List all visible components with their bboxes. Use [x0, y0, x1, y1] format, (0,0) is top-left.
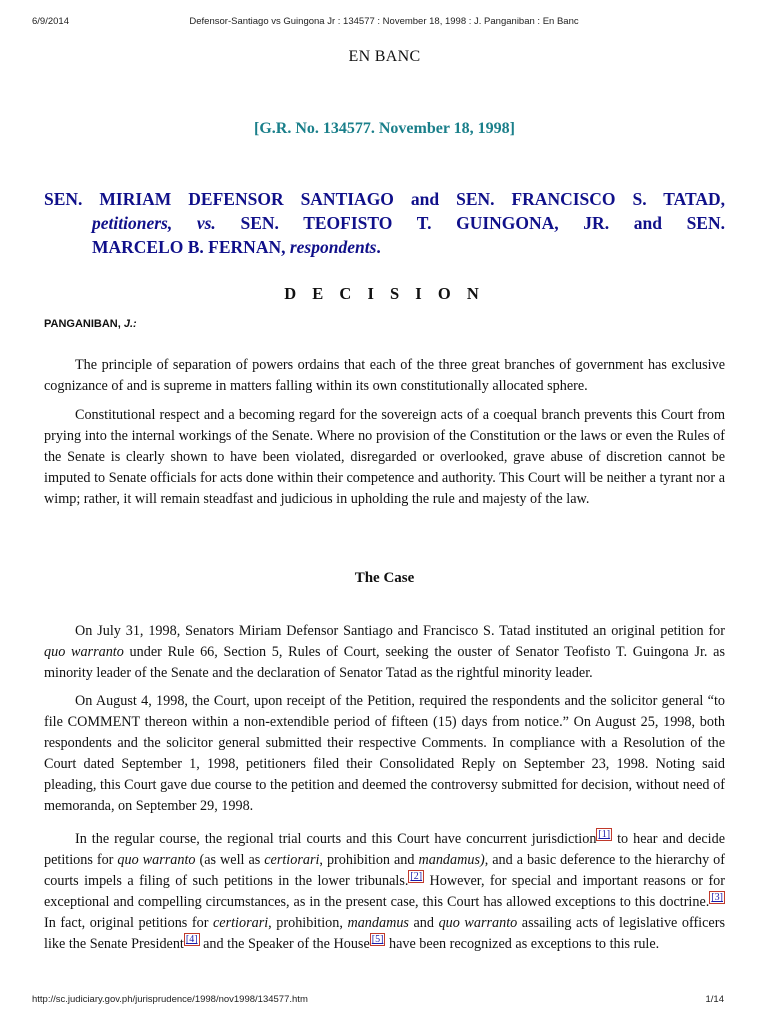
caption-line-2 [44, 211, 725, 235]
case-caption [44, 187, 725, 259]
print-url: http://sc.judiciary.gov.ph/jurisprudence/1998/nov1998/134577.htm [32, 994, 308, 1005]
caption-respondent-names: SEN. TEOFISTO T. GUINGONA, JR. and SEN. [215, 213, 725, 233]
paragraph-petition-filed: On July 31, 1998, Senators Miriam Defensor Santiago and Francisco S. Tatad instituted an original petition for quo warranto under Rule 66, Section 5, Rules of Court, seeking the ouster of Senator Teofisto T. Guingona Jr. as minority leader of the Senate and the declaration of Senator Tatad as the rightful minority leader. [44, 623, 725, 681]
print-page-title: Defensor-Santiago vs Guingona Jr : 134577 : November 18, 1998 : J. Panganiban : En Banc [189, 16, 579, 27]
caption-respondents-label: respondents [289, 237, 377, 257]
footnote-link-3[interactable]: [3] [711, 892, 723, 904]
paragraph-procedural-history: On August 4, 1998, the Court, upon receipt of the Petition, required the respondents and the solicitor general “to file COMMENT thereon within a non-extendible period of fifteen (15) days from notice.” On August 25, 1998, both respondents and the solicitor general submitted their respective Comments. In compliance with a Resolution of the Court dated September 1, 1998, petitioners filed their Consolidated Reply on September 23, 1998. Noting said pleading, this Court gave due course to the petition and deemed the controversy submitted for decision, without need of memoranda, on September 29, 1998. [44, 693, 725, 814]
caption-respondent-fernan: MARCELO B. FERNAN, [92, 237, 290, 257]
print-footer [0, 994, 768, 1008]
print-header [0, 16, 768, 30]
print-page-number: 1/14 [705, 994, 724, 1005]
paragraph-constitutional-respect: Constitutional respect and a becoming regard for the sovereign acts of a coequal branch prevents this Court from prying into the internal workings of the Senate. Where no provision of the Constitution or the laws or even the Rules of the Senate is clearly shown to have been violated, disregarded or overlooked, grave abuse of discretion cannot be imputed to Senate officials for acts done within their competence and authority. This Court will be neither a tyrant nor a wimp; rather, it will remain steadfast and judicious in upholding the rule and majesty of the law. [44, 407, 725, 507]
caption-line-1: SEN. MIRIAM DEFENSOR SANTIAGO and SEN. FRANCISCO S. TATAD, [44, 189, 725, 209]
paragraph-jurisdiction: In the regular course, the regional trial courts and this Court have concurrent jurisdiction [1] to hear and decide petitions for quo warranto (as well as certiorari, prohibition and mandamus), and a basic deference to the hierarchy of courts impels a filing of such petitions in the lower tribunals. [2] However, for special and important reasons or for exceptional and compelling circumstances, as in the present case, this Court has allowed exceptions to this doctrine. [3] In fact, original petitions for certiorari, prohibition, mandamus and quo warranto assailing acts of legislative officers like the Senate President [4] and the Speaker of the House [5] have been recognized as exceptions to this rule. [44, 829, 725, 952]
caption-period: . [376, 237, 381, 257]
case-number: [G.R. No. 134577. November 18, 1998] [253, 120, 515, 137]
caption-petitioners-vs: petitioners, vs. [92, 213, 216, 233]
ponente [44, 318, 137, 330]
division-heading: EN BANC [348, 48, 421, 65]
caption-line-3 [44, 235, 725, 259]
footnote-link-5[interactable]: [5] [371, 934, 384, 946]
footnote-link-4[interactable]: [4] [185, 934, 198, 946]
paragraph-separation-of-powers: The principle of separation of powers ordains that each of the three great branches of government has exclusive cognizance of and is supreme in matters falling within its own constitutionally allocated sphere. [44, 357, 725, 394]
decision-heading: D E C I S I O N [284, 284, 485, 303]
print-date: 6/9/2014 [32, 16, 69, 27]
ponente-name: PANGANIBAN, [44, 318, 124, 330]
section-heading-the-case: The Case [354, 570, 415, 586]
footnote-link-2[interactable]: [2] [410, 871, 423, 883]
footnote-link-1[interactable]: [1] [598, 829, 611, 841]
ponente-title: J.: [123, 318, 137, 330]
